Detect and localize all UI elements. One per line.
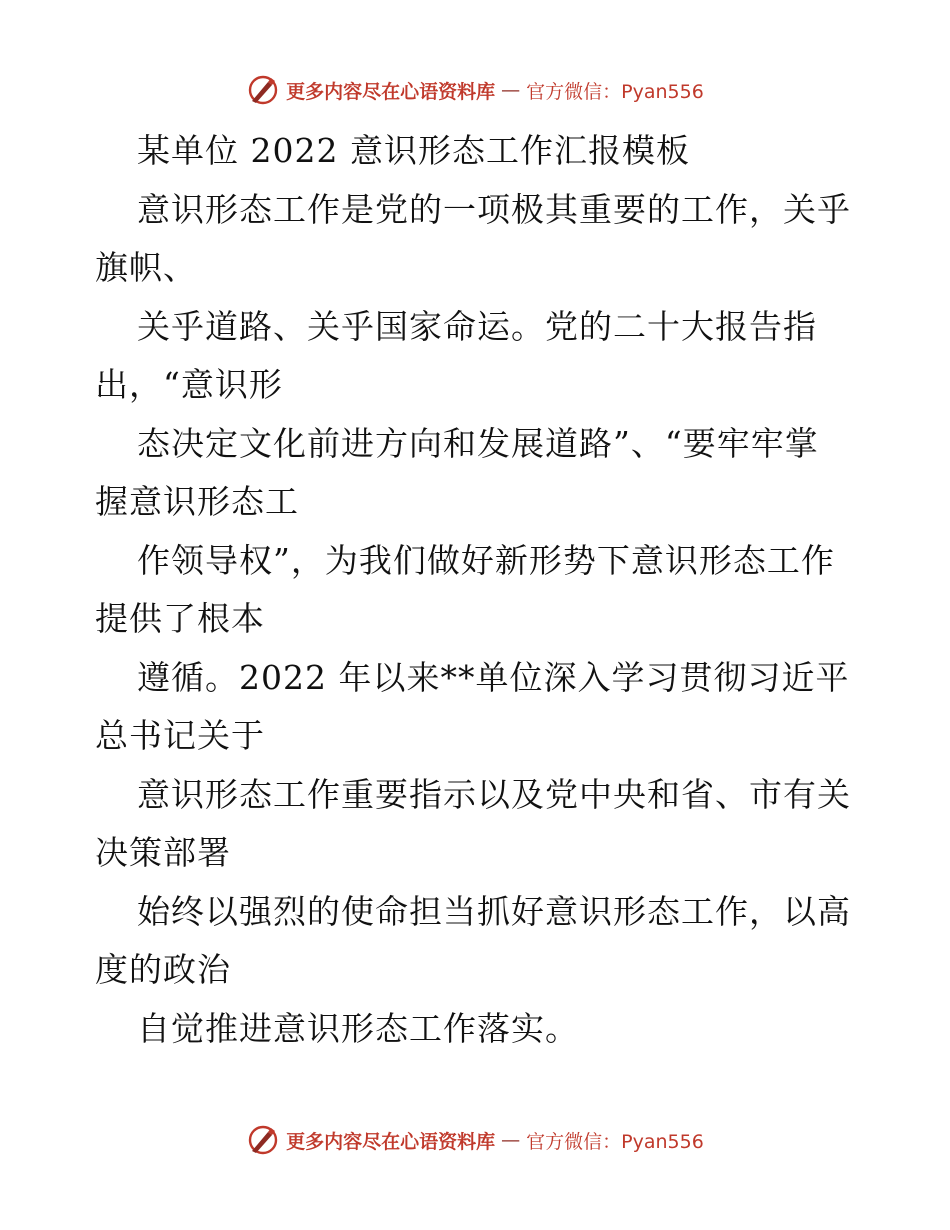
paragraph-line: 态决定文化前进方向和发展道路”、“要牢牢掌 — [137, 423, 819, 463]
paragraph-line: 遵循。2022 年以来**单位深入学习贯彻习近平 — [137, 657, 850, 697]
watermark-wechat-text: 官方微信：Pyan556 — [526, 80, 704, 103]
pen-circle-logo-icon — [246, 1123, 280, 1157]
document-title: 某单位 2022 意识形态工作汇报模板 — [137, 131, 690, 170]
paragraph-line: 自觉推进意识形态工作落实。 — [137, 1008, 579, 1048]
paragraph-line: 决策部署 — [95, 833, 231, 872]
paragraph-line: 意识形态工作重要指示以及党中央和省、市有关 — [137, 774, 851, 814]
watermark-separator: — — [501, 1129, 521, 1151]
paragraph-line: 关乎道路、关乎国家命运。党的二十大报告指 — [137, 306, 817, 346]
footer-watermark — [0, 1120, 950, 1160]
paragraph-line: 出，“意识形 — [95, 365, 283, 404]
watermark-wechat-text: 官方微信：Pyan556 — [526, 1130, 704, 1153]
watermark-separator: — — [501, 79, 521, 101]
document-body — [95, 122, 855, 1058]
paragraph-line: 作领导权”，为我们做好新形势下意识形态工作 — [137, 540, 835, 580]
paragraph-line: 总书记关于 — [95, 716, 265, 755]
paragraph-line: 度的政治 — [95, 950, 231, 989]
watermark-brand-text: 更多内容尽在心语资料库 — [286, 80, 496, 103]
paragraph-line: 旗帜、 — [95, 248, 197, 287]
watermark-brand-text: 更多内容尽在心语资料库 — [286, 1130, 496, 1153]
header-watermark — [0, 70, 950, 110]
paragraph-line: 意识形态工作是党的一项极其重要的工作，关乎 — [137, 189, 851, 229]
paragraph-line: 提供了根本 — [95, 599, 265, 638]
pen-circle-logo-icon — [246, 73, 280, 107]
paragraph-line: 始终以强烈的使命担当抓好意识形态工作，以高 — [137, 891, 851, 931]
paragraph-line: 握意识形态工 — [95, 482, 299, 521]
